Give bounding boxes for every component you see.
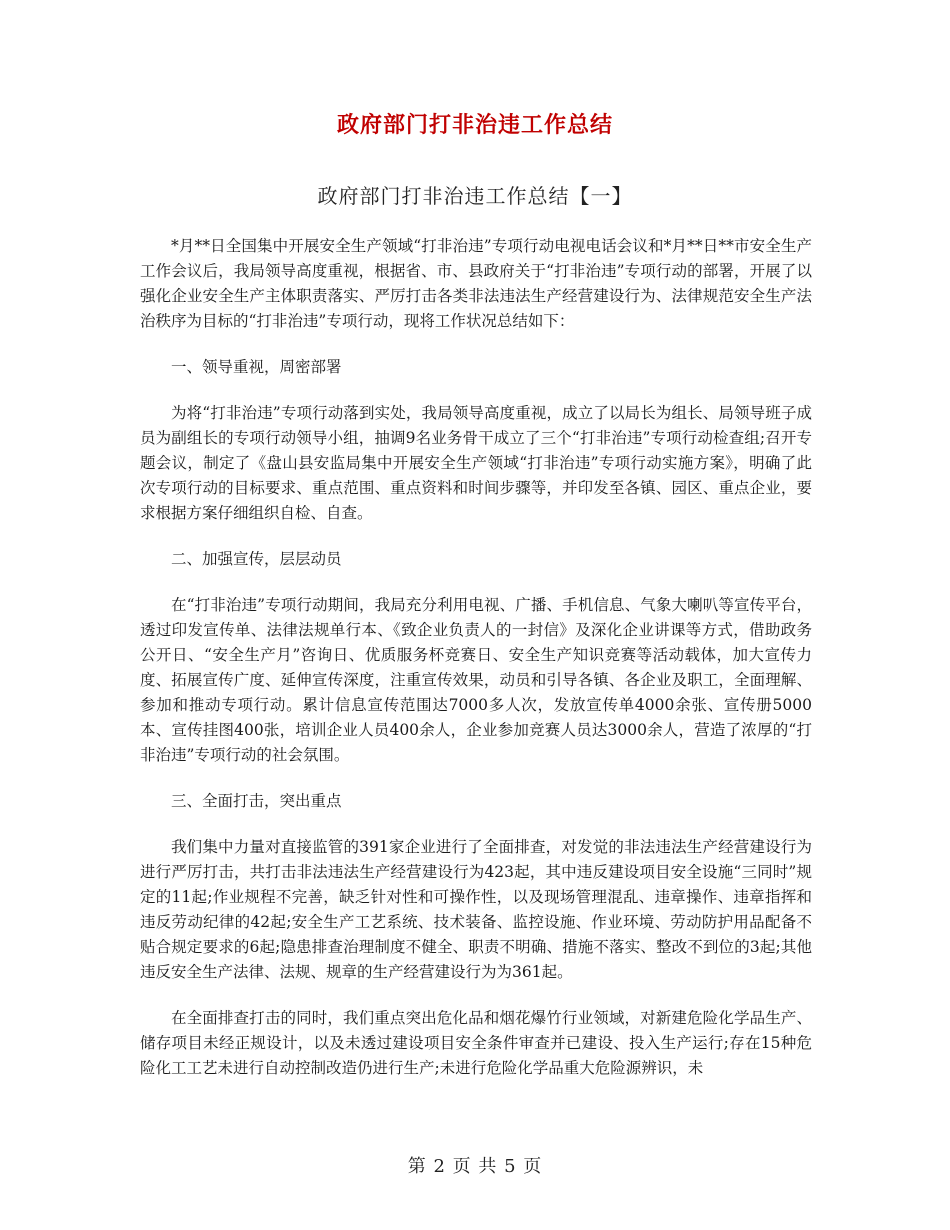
paragraph: *月**日全国集中开展安全生产领域“打非治违”专项行动电视电话会议和*月**日**市安全生产工作会议后，我局领导高度重视，根据省、市、县政府关于“打非治违”专项行动的部署，开展了以强化企业安全生产主体职责落实、严厉打击各类非法违法生产经营建设行为、法律规范安全生产法治秩序为目标的“打非治违”专项行动，现将工作状况总结如下： (140, 237, 812, 330)
paragraph: 我们集中力量对直接监管的391家企业进行了全面排查，对发觉的非法违法生产经营建设行为进行严厉打击，共打击非法违法生产经营建设行为423起，其中违反建设项目安全设施“三同时”规定的11起;作业规程不完善，缺乏针对性和可操作性，以及现场管理混乱、违章操作、违章指挥和违反劳动纪律的42起;安全生产工艺系统、技术装备、监控设施、作业环境、劳动防护用品配备不贴合规定要求的6起;隐患排查治理制度不健全、职责不明确、措施不落实、整改不到位的3起;其他违反安全生产法律、法规、规章的生产经营建设行为为361起。 (140, 838, 812, 981)
paragraph: 为将“打非治违”专项行动落到实处，我局领导高度重视，成立了以局长为组长、局领导班子成员为副组长的专项行动领导小组，抽调9名业务骨干成立了三个“打非治违”专项行动检查组;召开专题会议，制定了《盘山县安监局集中开展安全生产领域“打非治违”专项行动实施方案》，明确了此次专项行动的目标要求、重点范围、重点资料和时间步骤等，并印发至各镇、园区、重点企业，要求根据方案仔细组织自检、自查。 (140, 404, 812, 522)
paragraph: 在全面排查打击的同时，我们重点突出危化品和烟花爆竹行业领域，对新建危险化学品生产、储存项目未经正规设计，以及未透过建设项目安全条件审查并已建设、投入生产运行;存在15种危险化工工艺未进行自动控制改造仍进行生产;未进行危险化学品重大危险源辨识，未 (140, 1009, 812, 1077)
paragraph: 在“打非治违”专项行动期间，我局充分利用电视、广播、手机信息、气象大喇叭等宣传平台，透过印发宣传单、法律法规单行本、《致企业负责人的一封信》及深化企业讲课等方式，借助政务公开日、“安全生产月”咨询日、优质服务杯竞赛日、安全生产知识竞赛等活动载体，加大宣传力度、拓展宣传广度、延伸宣传深度，注重宣传效果，动员和引导各镇、各企业及职工，全面理解、参加和推动专项行动。累计信息宣传范围达7000多人次，发放宣传单4000余张、宣传册5000本、宣传挂图400张，培训企业人员400余人，企业参加竞赛人员达3000余人，营造了浓厚的“打非治违”专项行动的社会氛围。 (140, 596, 812, 764)
document-subtitle: 政府部门打非治违工作总结【一】 (317, 184, 633, 208)
section-heading: 一、领导重视，周密部署 (171, 358, 342, 376)
page-number-footer: 第 2 页 共 5 页 (407, 1156, 543, 1177)
section-heading: 三、全面打击，突出重点 (171, 792, 342, 810)
section-heading: 二、加强宣传，层层动员 (171, 550, 342, 568)
document-title: 政府部门打非治违工作总结 (336, 112, 613, 138)
document-body (140, 234, 812, 1102)
